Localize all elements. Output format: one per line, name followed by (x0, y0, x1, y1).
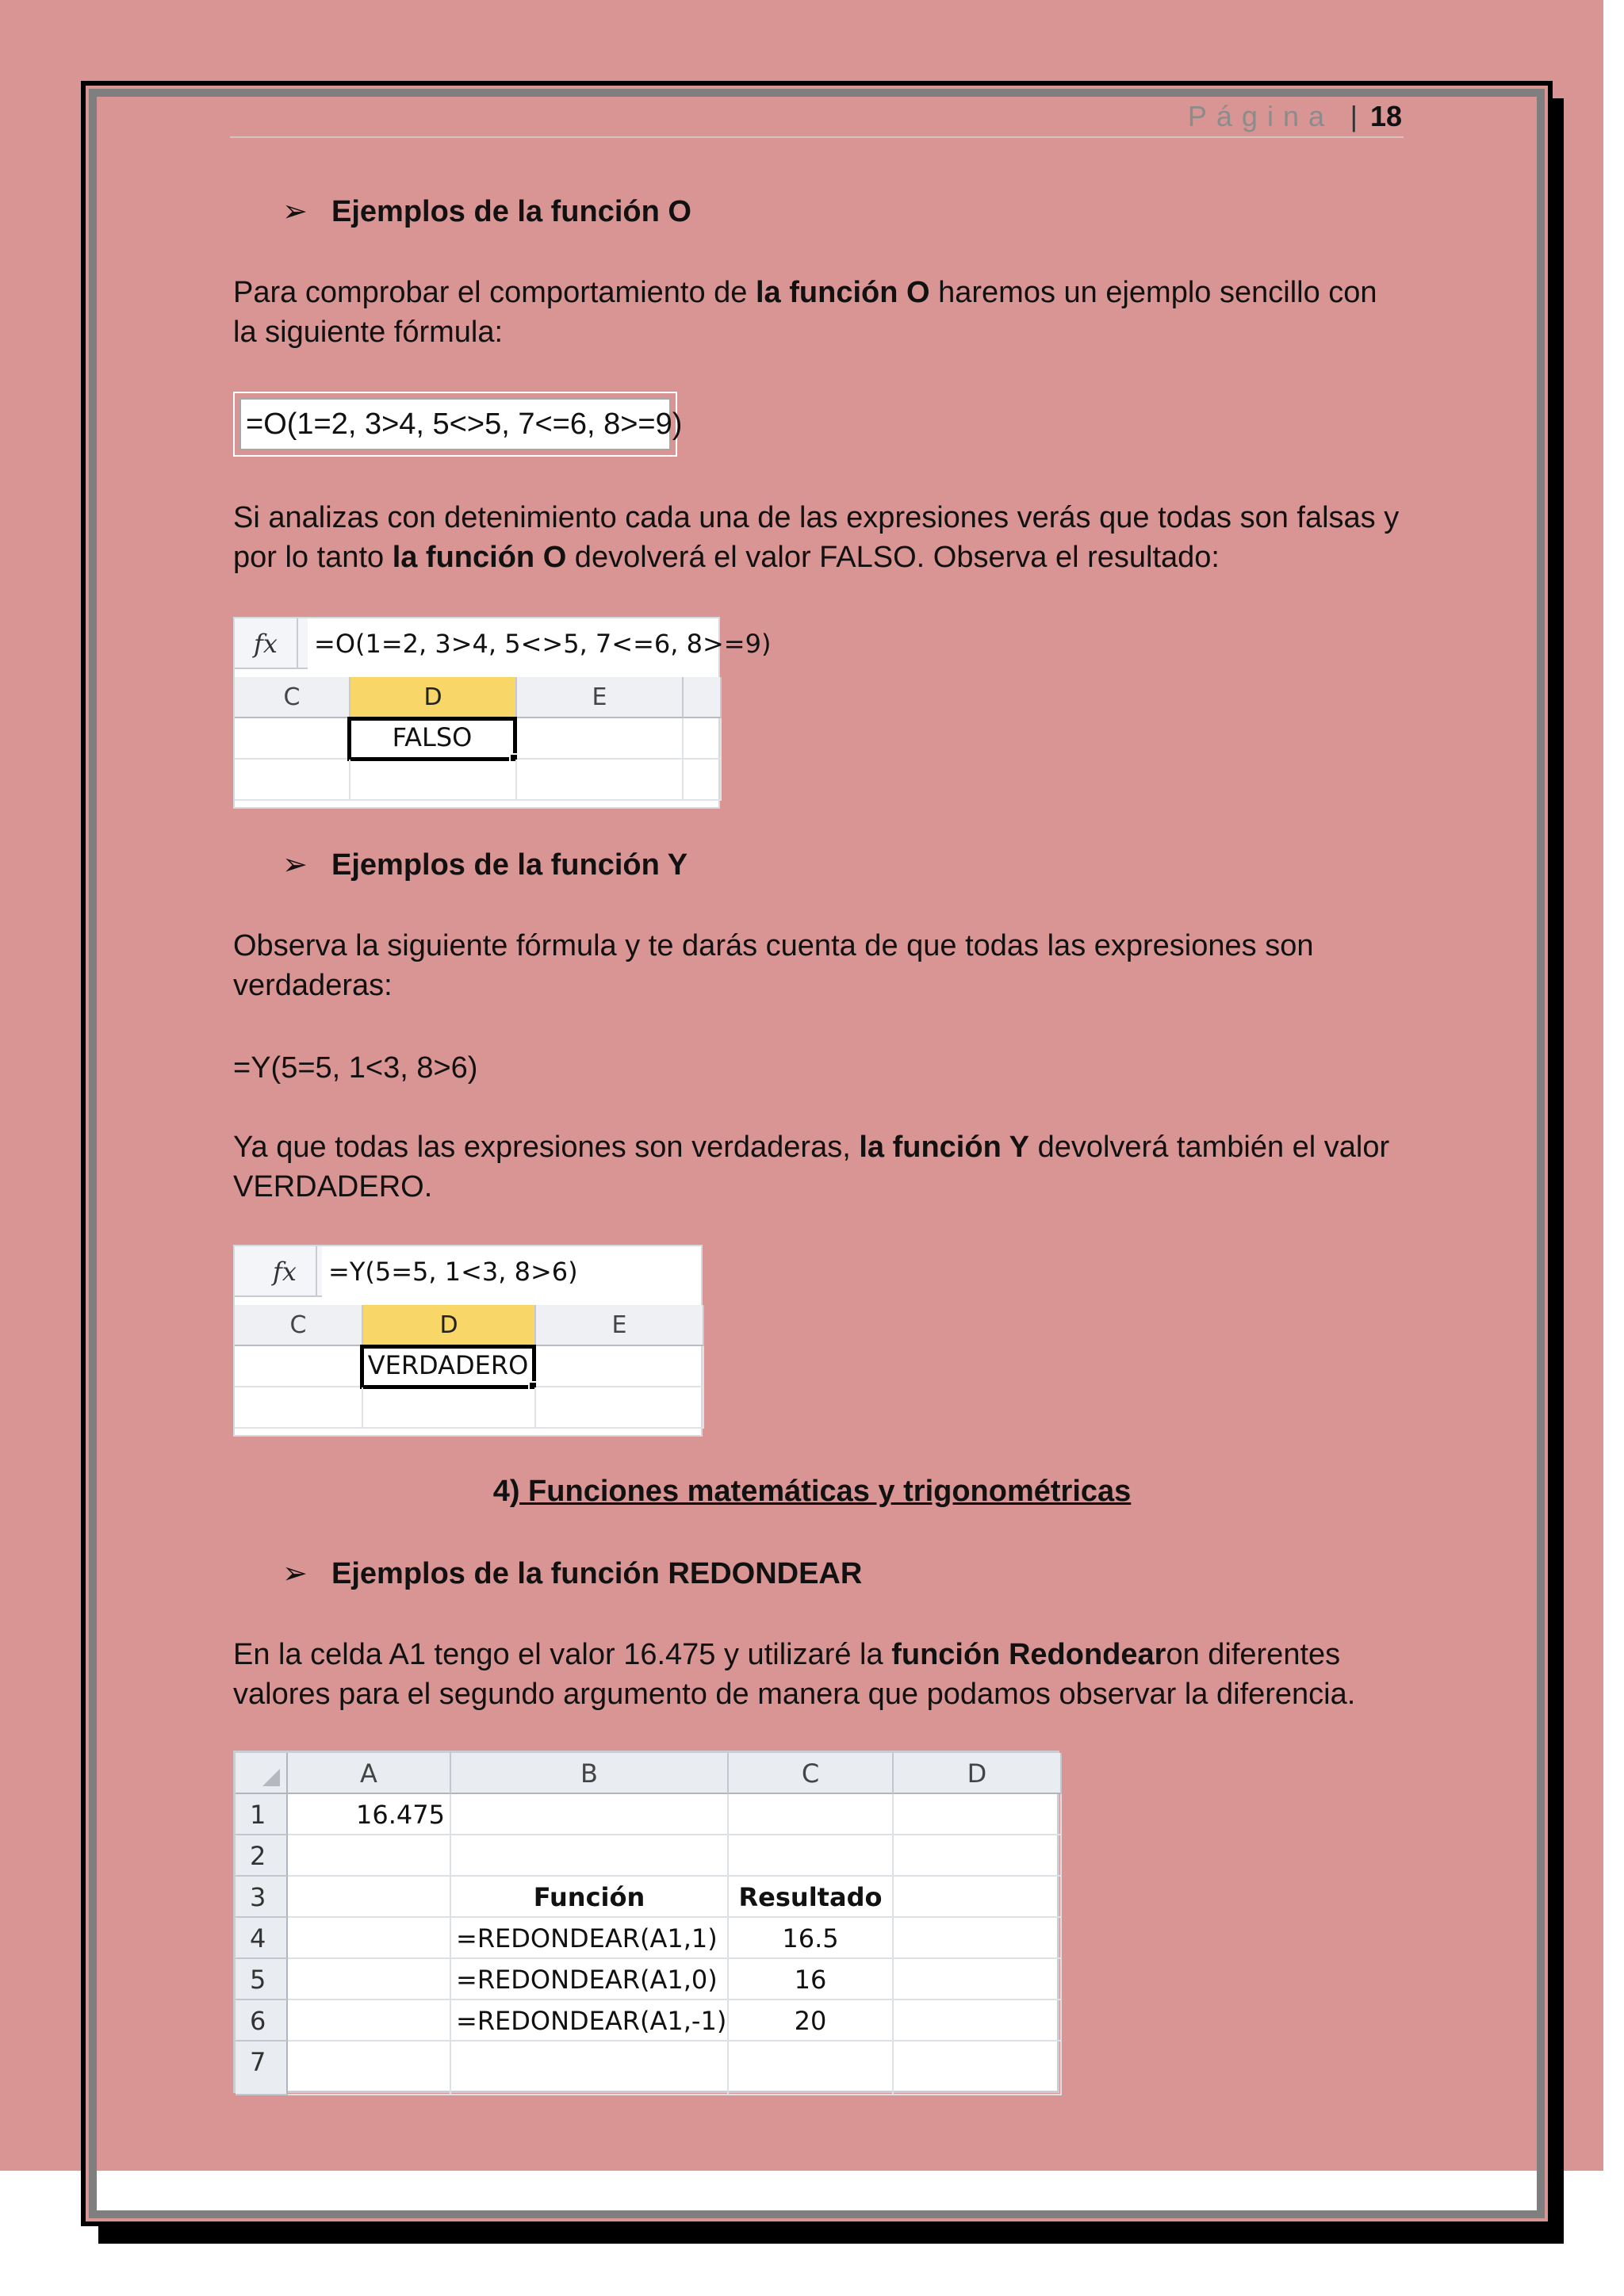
cell-a5 (288, 1959, 451, 2000)
cell-a6 (288, 2000, 451, 2042)
row-header-6: 6 (236, 2000, 288, 2042)
cell-e1 (517, 718, 684, 760)
cell-d7 (894, 2042, 1062, 2095)
cell-header-funcion: Función (451, 1877, 729, 1918)
section-title-funciones-matematicas: 4) Funciones matemáticas y trigonométricas (492, 1475, 1132, 1508)
column-header-e: E (536, 1305, 704, 1346)
cell-c2 (729, 1835, 894, 1877)
paragraph-o-analysis: Si analizas con detenimiento cada una de las expresiones verás que todas son falsas y por lo tanto la función O devolverá el valor FALSO. Observa el resultado: (233, 501, 1400, 574)
column-header-c: C (235, 1305, 363, 1346)
bullet-heading-funcion-redondear: ➢ Ejemplos de la función REDONDEAR (282, 1557, 863, 1590)
cell-e1 (536, 1346, 704, 1387)
cell-result-2: 16 (729, 1959, 894, 2000)
row-header-2: 2 (236, 1835, 288, 1877)
cell-d2 (363, 1387, 536, 1429)
arrow-bullet-icon: ➢ (282, 848, 308, 882)
cell-b1 (451, 1794, 729, 1835)
cell-formula-3: =REDONDEAR(A1,-1) (451, 2000, 729, 2042)
page-frame-bottom-strip (97, 2171, 1537, 2210)
cell-c1 (729, 1794, 894, 1835)
cell-f2 (684, 760, 722, 801)
cell-d3 (894, 1877, 1062, 1918)
cell-a1-value: 16.475 (288, 1794, 451, 1835)
cell-header-resultado: Resultado (729, 1877, 894, 1918)
formula-bar (235, 1246, 701, 1297)
cell-e2 (517, 760, 684, 801)
paragraph-y-conclusion: Ya que todas las expresiones son verdaderas, la función Y devolverá también el valor VERDADERO. (233, 1131, 1390, 1203)
fx-icon: fx (254, 1246, 317, 1297)
row-header-1: 1 (236, 1794, 288, 1835)
cell-c2 (235, 760, 350, 801)
column-header-c: C (235, 677, 350, 718)
cell-a7 (288, 2042, 451, 2095)
cell-formula-1: =REDONDEAR(A1,1) (451, 1918, 729, 1959)
cell-result-3: 20 (729, 2000, 894, 2042)
page-number: 18 (1369, 100, 1402, 132)
formula-bar (235, 618, 772, 669)
column-header-d: D (363, 1305, 536, 1346)
row-header-3: 3 (236, 1877, 288, 1918)
cell-a4 (288, 1918, 451, 1959)
cell-d2 (350, 760, 517, 801)
formula-text-o: =O(1=2, 3>4, 5<>5, 7<=6, 8>=9) (239, 398, 671, 450)
cell-f1 (684, 718, 722, 760)
excel-snippet-o (233, 617, 772, 809)
cell-d2 (894, 1835, 1062, 1877)
select-all-corner (236, 1753, 288, 1794)
cell-b7 (451, 2042, 729, 2095)
cell-a3 (288, 1877, 451, 1918)
row-header-4: 4 (236, 1918, 288, 1959)
arrow-bullet-icon: ➢ (282, 195, 308, 228)
formula-text-y: =Y(5=5, 1<3, 8>6) (233, 1051, 478, 1085)
row-header-5: 5 (236, 1959, 288, 2000)
excel-table-redondear (233, 1751, 1059, 2093)
cell-d6 (894, 2000, 1062, 2042)
cell-c2 (235, 1387, 363, 1429)
cell-result-verdadero: VERDADERO (360, 1345, 536, 1389)
cell-d5 (894, 1959, 1062, 2000)
arrow-bullet-icon: ➢ (282, 1557, 308, 1590)
page-separator: | (1350, 100, 1358, 132)
page-label: Página (1187, 100, 1334, 132)
cell-c7 (729, 2042, 894, 2095)
excel-snippet-y (233, 1245, 703, 1437)
paragraph-redondear-intro: En la celda A1 tengo el valor 16.475 y utilizaré la función Redondearon diferentes valores para el segundo argumento de manera que podamos observar la diferencia. (233, 1638, 1356, 1711)
cell-a2 (288, 1835, 451, 1877)
cell-c1 (235, 718, 350, 760)
column-header-b: B (451, 1753, 729, 1794)
bullet-heading-funcion-y: ➢ Ejemplos de la función Y (282, 848, 688, 882)
cell-e2 (536, 1387, 704, 1429)
column-header-c: C (729, 1753, 894, 1794)
column-header-d: D (350, 677, 517, 718)
cell-result-falso: FALSO (347, 717, 517, 761)
column-header-e: E (517, 677, 684, 718)
column-header-blank (684, 677, 722, 718)
paragraph-o-intro: Para comprobar el comportamiento de la función O haremos un ejemplo sencillo con la siguiente fórmula: (233, 276, 1377, 349)
cell-c1 (235, 1346, 363, 1387)
row-header-7: 7 (236, 2042, 288, 2095)
formula-bar-text: =O(1=2, 3>4, 5<>5, 7<=6, 8>=9) (308, 618, 718, 669)
cell-d4 (894, 1918, 1062, 1959)
column-header-d: D (894, 1753, 1062, 1794)
paragraph-y-intro: Observa la siguiente fórmula y te darás cuenta de que todas las expresiones son verdaderas: (233, 929, 1314, 1002)
column-header-a: A (288, 1753, 451, 1794)
cell-d1 (894, 1794, 1062, 1835)
cell-b2 (451, 1835, 729, 1877)
fx-icon: fx (235, 618, 298, 669)
cell-result-1: 16.5 (729, 1918, 894, 1959)
cell-formula-2: =REDONDEAR(A1,0) (451, 1959, 729, 2000)
bullet-heading-funcion-o: ➢ Ejemplos de la función O (282, 195, 691, 228)
formula-box-o (233, 392, 683, 457)
formula-bar-text: =Y(5=5, 1<3, 8>6) (322, 1246, 701, 1297)
page-header (230, 97, 1404, 138)
